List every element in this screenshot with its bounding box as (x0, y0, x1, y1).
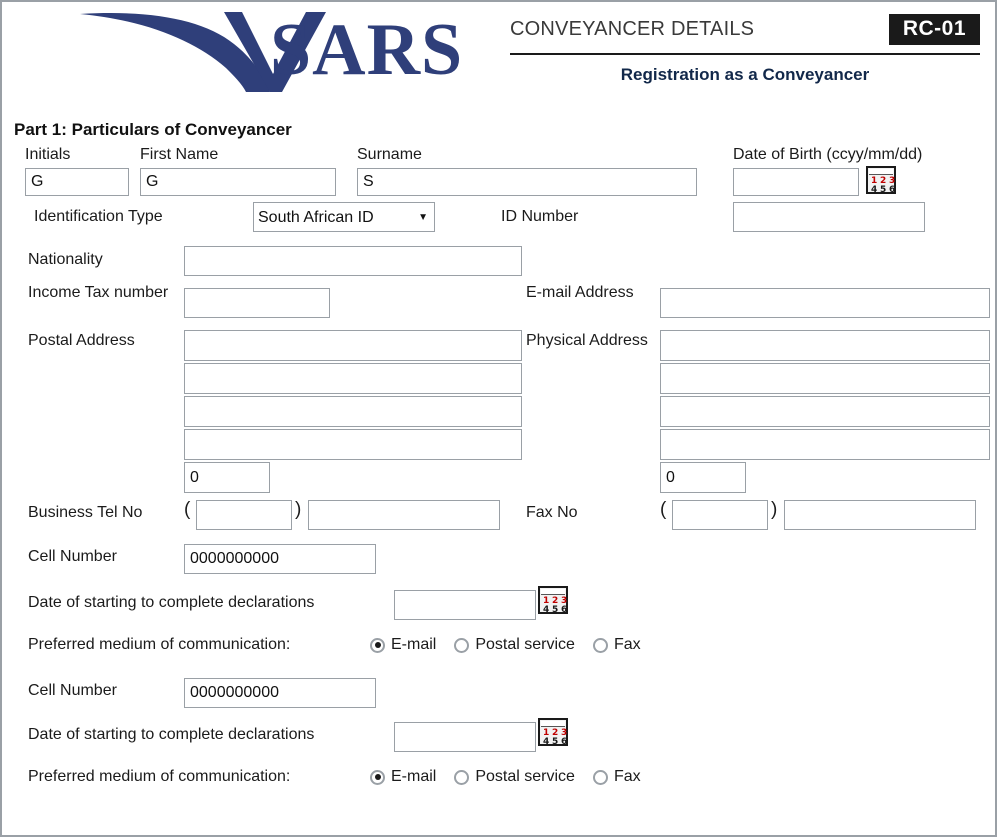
label-cell-number-2: Cell Number (28, 682, 117, 699)
header-subtitle: Registration as a Conveyancer (620, 65, 870, 84)
calendar-digit: 4 (543, 605, 550, 615)
tax-email-row (12, 282, 985, 330)
cell-number-row-2 (12, 672, 985, 718)
telephone-row (12, 498, 985, 542)
bracket-close: ) (771, 499, 778, 520)
postal-address-line-3[interactable] (184, 396, 522, 427)
label-surname: Surname (357, 146, 422, 163)
radio-label-email: E-mail (391, 768, 437, 785)
income-tax-number-input[interactable] (184, 288, 330, 318)
calendar-digit: 4 (543, 737, 550, 747)
id-number-input[interactable] (733, 202, 925, 232)
name-row (12, 146, 985, 202)
date-of-birth-input[interactable] (733, 168, 859, 196)
calendar-digit: 2 (880, 176, 887, 186)
physical-address-line-3[interactable] (660, 396, 990, 427)
label-initials: Initials (25, 146, 71, 163)
fax-number-input[interactable] (784, 500, 976, 530)
label-date-of-birth: Date of Birth (ccyy/mm/dd) (733, 146, 923, 163)
nationality-row (12, 246, 985, 282)
calendar-digit: 1 (543, 596, 550, 606)
radio-button-icon[interactable] (454, 770, 469, 785)
physical-code-input[interactable] (660, 462, 746, 493)
radio-label-fax: Fax (613, 768, 641, 785)
radio-label-fax: Fax (613, 636, 641, 653)
calendar-digit: 2 (552, 596, 559, 606)
calendar-digit: 1 (871, 176, 878, 186)
identification-type-select-wrap[interactable] (253, 202, 435, 232)
identification-row (12, 202, 985, 246)
calendar-digit: 6 (561, 737, 568, 747)
preferred-medium-row-1 (12, 630, 985, 672)
preferred-medium-options-1 (370, 636, 659, 655)
identification-type-select[interactable] (253, 202, 435, 232)
initials-input[interactable] (25, 168, 129, 196)
form-code-badge: RC-01 (889, 14, 980, 45)
calendar-digit: 1 (543, 728, 550, 738)
label-preferred-medium-1: Preferred medium of communication: (28, 636, 291, 653)
calendar-digit: 5 (552, 737, 559, 747)
radio-button-icon[interactable] (593, 770, 608, 785)
date-starting-input-1[interactable] (394, 590, 536, 620)
calendar-digit: 3 (561, 728, 568, 738)
bracket-close: ) (295, 499, 302, 520)
physical-address-line-4[interactable] (660, 429, 990, 460)
physical-address-line-1[interactable] (660, 330, 990, 361)
calendar-digit: 3 (889, 176, 896, 186)
radio-label-postal: Postal service (475, 636, 575, 653)
calendar-digit: 5 (552, 605, 559, 615)
radio-postal-1[interactable] (454, 636, 575, 655)
date-starting-input-2[interactable] (394, 722, 536, 752)
radio-postal-2[interactable] (454, 768, 575, 787)
bracket-open: ( (184, 499, 191, 520)
nationality-input[interactable] (184, 246, 522, 276)
svg-text:SARS: SARS (270, 9, 464, 91)
fax-code-input[interactable] (672, 500, 768, 530)
part-title: Part 1: Particulars of Conveyancer (14, 120, 292, 139)
postal-address-line-4[interactable] (184, 429, 522, 460)
label-income-tax-number: Income Tax number (28, 284, 169, 301)
radio-fax-2[interactable] (593, 768, 641, 787)
postal-address-line-1[interactable] (184, 330, 522, 361)
cell-number-row-1 (12, 542, 985, 586)
calendar-icon[interactable] (538, 586, 568, 614)
form-body (2, 120, 995, 802)
calendar-icon[interactable] (866, 166, 896, 194)
surname-input[interactable] (357, 168, 697, 196)
form-header (2, 2, 995, 106)
email-address-input[interactable] (660, 288, 990, 318)
calendar-digit: 5 (880, 185, 887, 195)
header-right-block (510, 14, 980, 85)
calendar-digit: 3 (561, 596, 568, 606)
label-identification-type: Identification Type (34, 208, 163, 225)
label-physical-address: Physical Address (526, 332, 648, 349)
physical-address-line-2[interactable] (660, 363, 990, 394)
label-fax-no: Fax No (526, 504, 578, 521)
label-first-name: First Name (140, 146, 219, 163)
preferred-medium-options-2 (370, 768, 659, 787)
calendar-digit: 4 (871, 185, 878, 195)
postal-address-line-2[interactable] (184, 363, 522, 394)
header-divider (510, 53, 980, 55)
sars-logo (74, 6, 494, 102)
address-row (12, 330, 985, 498)
calendar-icon[interactable] (538, 718, 568, 746)
preferred-medium-row-2 (12, 762, 985, 802)
calendar-digit: 6 (889, 185, 896, 195)
radio-button-icon[interactable] (593, 638, 608, 653)
radio-label-postal: Postal service (475, 768, 575, 785)
calendar-digit: 2 (552, 728, 559, 738)
radio-email-1[interactable] (370, 636, 436, 655)
label-cell-number: Cell Number (28, 548, 117, 565)
label-date-starting-2: Date of starting to complete declarations (28, 726, 315, 743)
bracket-open: ( (660, 499, 667, 520)
header-title: CONVEYANCER DETAILS (510, 18, 755, 40)
label-email-address: E-mail Address (526, 284, 634, 301)
label-date-starting-1: Date of starting to complete declarations (28, 594, 315, 611)
chevron-down-icon: ▼ (418, 212, 428, 224)
cell-number-input-2[interactable] (184, 678, 376, 708)
postal-code-input[interactable] (184, 462, 270, 493)
business-tel-number-input[interactable] (308, 500, 500, 530)
first-name-input[interactable] (140, 168, 336, 196)
radio-button-icon[interactable] (370, 770, 385, 785)
radio-label-email: E-mail (391, 636, 437, 653)
label-preferred-medium-2: Preferred medium of communication: (28, 768, 291, 785)
business-tel-code-input[interactable] (196, 500, 292, 530)
radio-button-icon[interactable] (370, 638, 385, 653)
cell-number-input-1[interactable] (184, 544, 376, 574)
date-starting-row-2 (12, 718, 985, 762)
label-nationality: Nationality (28, 251, 103, 268)
label-business-tel-no: Business Tel No (28, 504, 143, 521)
calendar-digit: 6 (561, 605, 568, 615)
radio-button-icon[interactable] (454, 638, 469, 653)
label-id-number: ID Number (501, 208, 579, 225)
radio-fax-1[interactable] (593, 636, 641, 655)
radio-email-2[interactable] (370, 768, 436, 787)
date-starting-row-1 (12, 586, 985, 630)
label-postal-address: Postal Address (28, 332, 135, 349)
